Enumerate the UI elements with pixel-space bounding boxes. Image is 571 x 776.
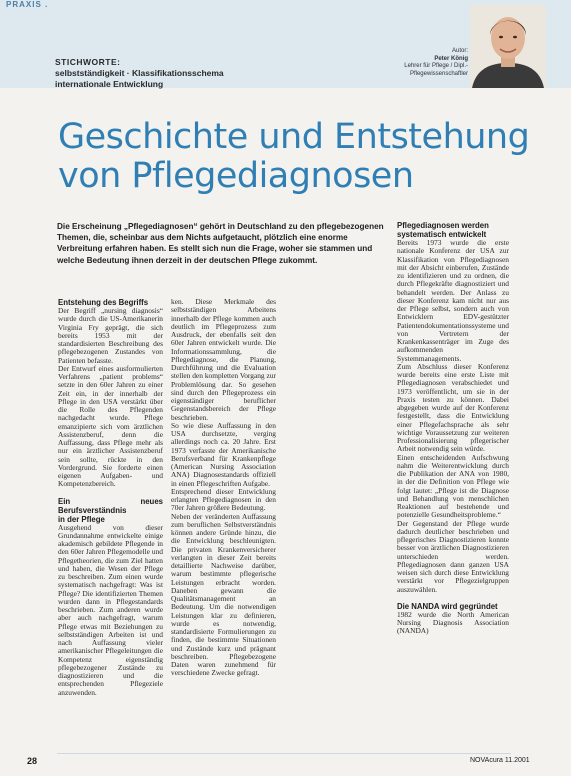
- section-label: PRAXIS .: [6, 0, 49, 9]
- keywords-line-2: internationale Entwicklung: [55, 79, 164, 89]
- paragraph: ken. Diese Merkmale des selbstständigen Arbeitens innerhalb der Pflege kommen auch deutlich im Pflegeprozess zum Ausdruck, der ebenfalls seit den 60er Jahren entwickelt wurde. Die Informationssammlung, die Pflegediagnose, die Planung, Durchführung und die Evaluation stellen den kompletten Vorgang zur Problemlösung dar. So gesehen sind durch den Pflegeprozess ein eigenständiger beruflicher Gegenstandsbereich der Pflege beschrieben.: [171, 297, 276, 422]
- author-role-1: Lehrer für Pflege / Dipl.-: [404, 63, 468, 69]
- paragraph: Zum Abschluss dieser Konferenz wurde bereits eine erste Liste mit Pflegediagnosen verabschiedet und 1973 veröffentlicht, um sie in der Praxis testen zu können. Dabei abgegeben wurde auf der Konferenz festgestellt, dass die Entwicklung einer Pflegefachsprache als sehr wichtige Voraussetzung zur weiteren Professionalisierung pflegerischer Arbeit notwendig sein würde.: [397, 361, 509, 454]
- title-line-1: Geschichte und Entstehung: [58, 117, 530, 157]
- subheading-understanding-1: Ein neues Berufsverständnis: [58, 496, 163, 515]
- paragraph: 1982 wurde die North American Nursing Diagnosis Association (NANDA): [397, 609, 509, 636]
- subheading-understanding-2: in der Pflege: [58, 514, 105, 524]
- keywords-title: STICHWORTE:: [55, 57, 121, 67]
- title-line-2: von Pflegediagnosen: [58, 156, 414, 196]
- publication-footer: NOVAcura 11.2001: [470, 757, 530, 764]
- paragraph: Der Begriff „nursing diagnosis“ wurde durch die US-Amerikanerin Virginia Fry geprägt, die sich bereits 1953 mit der standardisierten Beschreibung des pflegebezogenen Zustandes von Patienten befasste.: [58, 306, 163, 365]
- text-column-1: [58, 298, 163, 697]
- author-photo: [470, 5, 546, 88]
- page-number: 28: [27, 756, 38, 766]
- paragraph: Ausgehend von dieser Grundannahme entwickelte einige akademisch gebildete Pflegende in den 60er Jahren Pflegemodelle und Pflegetheorien, die zum Ziel hatten und haben, die Wesen der Pflege zu beschreiben. Zum einen wurde systematisch nachgefragt: Was ist Pflege? Die identifizierten Themen wurden dann in Pflegestandards beschrieben. Zum anderen wurde aber auch nachgefragt, warum Pflege etwas mit Beziehungen zu selbstständigen Arbeiten ist und nach Auffassung vieler amerikanischer Pflegeleitungen die Kompetenz eigenständig pflegebezogener Zustände zu diagnostizieren und die entsprechenden Pflegeziele anzuwenden.: [58, 522, 163, 697]
- author-info: [388, 48, 468, 78]
- subheading-origin: Entstehung des Begriffs: [58, 298, 149, 307]
- paragraph: Der Entwurf eines ausformulierten Verfahrens „patient problems“ setzte in den 60er Jahren zu einer Zeit ein, in der innerhalb der Pflege in den USA verstärkt über die Rolle des Pflegenden nachgedacht wurde. Pflege emanzipierte sich vom ärztlichen Assistenzberuf, denn die Auffassung, dass Pflege mehr als nur ein ärztlicher Assistenzberuf sein sollte, rückte in den Vordergrund. Sie forderte einen eigenen Aufgaben- und Kompetenzbereich.: [58, 363, 163, 489]
- author-name: Peter König: [434, 55, 468, 62]
- keywords-line-1: selbstständigkeit · Klassifikationsschema: [55, 68, 224, 78]
- text-column-3: [397, 221, 509, 636]
- text-column-2: [171, 298, 276, 678]
- paragraph: Bereits 1973 wurde die erste nationale Konferenz der USA zur Klassifikation von Pflegediagnosen mit der Absicht einberufen, Zustände zu identifizieren und zu ordnen, die durch Pflegekräfte diagnostiziert und behandelt werden. Der Anlass zu dieser Konferenz kam nicht nur aus der Pflege selbst, sondern auch von Entwicklern EDV-gestützter Patientendokumentationssysteme und von Vertretern der Krankenkassenträger im Zuge des aufkommenden Systemmanagements.: [397, 238, 509, 363]
- subheading-nanda: Die NANDA wird gegründet: [397, 601, 498, 611]
- author-label: Autor:: [451, 48, 468, 54]
- lead-paragraph: Die Erscheinung „Pflegediagnosen“ gehört in Deutschland zu den pflegebezogenen Themen, die, scheinbar aus dem Nichts aufgetaucht, plötzlich eine enorme Verbreitung erfahren haben. Es stellt sich nun die Frage, woher sie stammen und welche Bedeutung ihnen derzeit in der deutschen Pflege zukommt.: [57, 222, 384, 265]
- paragraph: So wie diese Auffassung in den USA durchsetzte, verging allerdings noch ca. 20 Jahre. Erst 1973 verfasste der Amerikanische Berufsverband für Krankenpflege (American Nursing Association ANA) Diagnosestandards offiziell in einen Pflegeschriften Aufgabe.: [171, 420, 276, 488]
- paragraph: Entsprechend dieser Entwicklung erlangten Pflegediagnosen in den 70er Jahren größere Bedeutung.: [171, 486, 276, 513]
- keywords-box: [55, 57, 224, 90]
- subheading-systematic-1: Pflegediagnosen werden: [397, 221, 489, 230]
- subheading-systematic-2: systematisch entwickelt: [397, 230, 487, 239]
- paragraph: Der Gegenstand der Pflege wurde dadurch deutlicher beschrieben und pflegerisches Diagnostizieren konnte besser von ärztlichen Diagnostizieren unterschieden werden. Pflegediagnosen dann ganzen USA weisen sich durch diese Entwicklung verstärkt vor Pflegezielgruppen auszuwählen.: [397, 518, 509, 594]
- footer-rule: [57, 753, 511, 754]
- paragraph: Neben der veränderten Auffassung zum beruflichen Selbstverständnis können andere Gründe hinzu, die die Entwicklung beschleunigten. Die privaten Krankenversicherer verlangten in dieser Zeit bereits detaillierte Nachweise darüber, warum bestimmte pflegerische Leistungen erbracht worden. Daneben gewann die Qualitätsmanagement an Bedeutung. Um die notwendigen Leistungen klar zu definieren, wurde es notwendig, standardisierte Formulierungen zu finden, die bestimmte Situationen und Zustände kurz und prägnant beschreiben. Pflegebezogene Daten waren zunehmend für verschiedene Zwecke gefragt.: [171, 511, 276, 678]
- paragraph: Einen entscheidenden Aufschwung nahm die Weiterentwicklung durch die Publikation der ANA von 1980, in der die Definition von Pflege wie folgt lautet: „Pflege ist die Diagnose und Behandlung von menschlichen Reaktionen auf bestehende und potenzielle Gesundheitsprobleme.“: [397, 452, 509, 520]
- page-title: [58, 118, 529, 196]
- author-portrait-icon: [470, 5, 546, 88]
- author-role-2: Pflegewissenschaftler: [409, 70, 468, 77]
